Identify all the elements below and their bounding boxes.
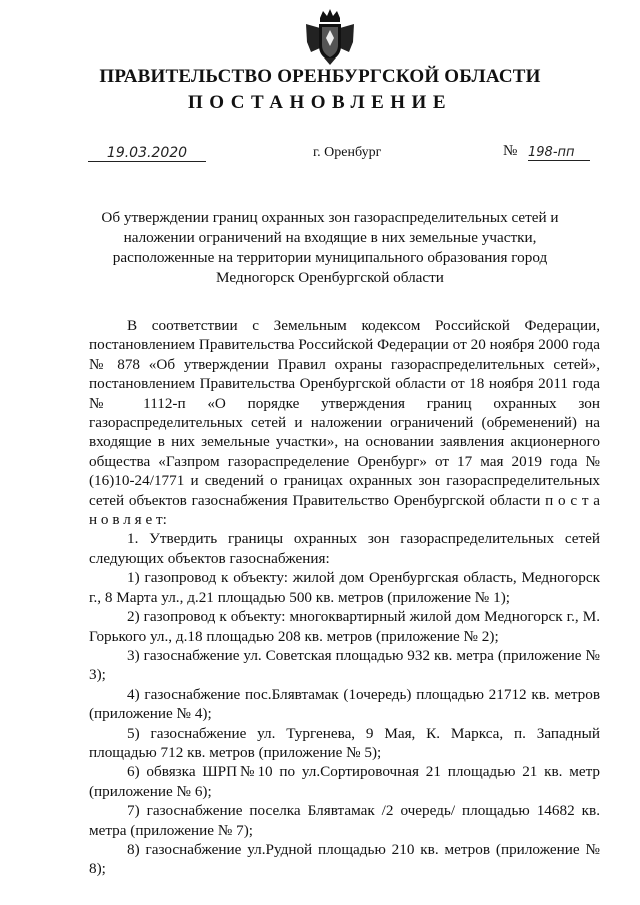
decree-title: Об утверждении границ охранных зон газораспределительных сетей и наложении ограничений на входящие в них земельные участки, расположенные на территории муниципального образования город Медногорск Оренбургской области [101,209,559,286]
list-item: 2) газопровод к объекту: многоквартирный жилой дом Медногорск г., М. Горького ул., д.18 площадью 208 кв. метров (приложение № 2); [89,608,600,645]
coat-of-arms-emblem [303,8,357,66]
decree-body [89,316,600,879]
list-item: 5) газоснабжение ул. Тургенева, 9 Мая, К. Маркса, п. Западный площадью 712 кв. метров (приложение № 5); [89,724,600,761]
list-item: 7) газоснабжение поселка Блявтамак /2 очередь/ площадью 14682 кв. метра (приложение № 7); [89,802,600,839]
list-item: 6) обвязка ШРП№10 по ул.Сортировочная 21 площадью 21 кв. метр (приложение № 6); [89,763,600,800]
list-item: 4) газоснабжение пос.Блявтамак (1очередь) площадью 21712 кв. метров (приложение № 4); [89,685,600,723]
list-item: 3) газоснабжение ул. Советская площадью 932 кв. метра (приложение № 3); [89,646,600,684]
decree-date: 19.03.2020 [88,145,206,162]
preamble-paragraph: В соответствии с Земельным кодексом Российской Федерации, постановлением Правительства Российской Федерации от 20 ноября 2000 года № 878 «Об утверждении Правил охраны газораспределительных сетей», постановлением Правительства Оренбургской области от 18 ноября 2011 года № 1112-п «О порядке утверждения границ охранных зон газораспределительных сетей и наложении ограничений (обременений) на входящие в них земельные участки», на основании заявления акционерного общества «Газпром газораспределение Оренбург» от 17 мая 2019 года № (16)10-24/1771 и сведений о границах охранных зон газораспределительных сетей объектов газоснабжения Правительство Оренбургской области п о с т а н о в л я е т: [89,317,600,529]
decree-number: 198-пп [528,145,590,161]
decree-city: г. Оренбург [313,145,382,160]
list-item: 8) газоснабжение ул.Рудной площадью 210 кв. метров (приложение № 8); [89,840,600,878]
clause-1: 1. Утвердить границы охранных зон газораспределительных сетей следующих объектов газоснабжения: [89,530,600,567]
government-heading: ПРАВИТЕЛЬСТВО ОРЕНБУРГСКОЙ ОБЛАСТИ [99,66,541,87]
document-type-heading: ПОСТАНОВЛЕНИЕ [187,92,453,113]
list-item: 1) газопровод к объекту: жилой дом Оренбургская область, Медногорск г., 8 Марта ул., д.21 площадью 500 кв. метров (приложение № 1); [89,569,600,606]
decree-number-label: № [503,143,518,159]
